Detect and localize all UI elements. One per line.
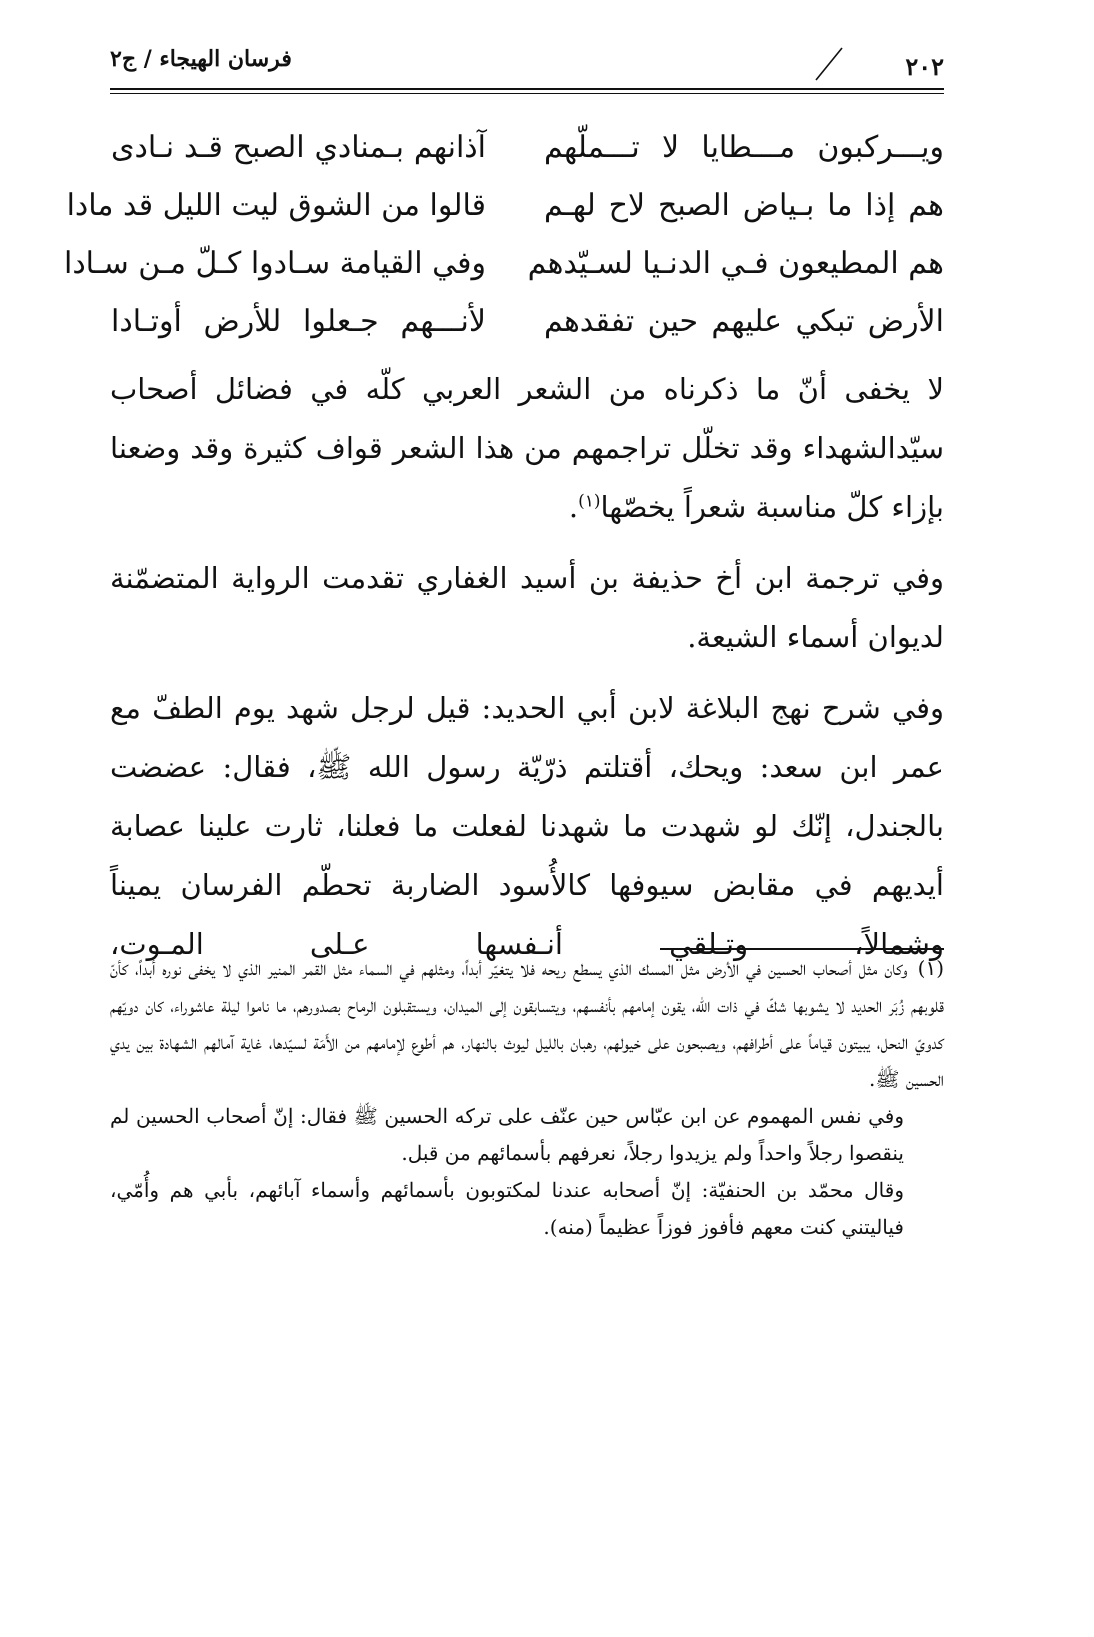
verse-second-hemistich: وفي القيامة سـادوا كـلّ مـن سـادا — [63, 246, 486, 281]
verse-second-hemistich: لأنـــهم جـعلوا للأرض أوتـادا — [111, 304, 486, 339]
footnote-marker: (١) — [917, 956, 944, 980]
verse-second-hemistich: قالوا من الشوق ليت الليل قد مادا — [66, 188, 486, 223]
poem-verse — [110, 130, 944, 188]
paragraph: وفي شرح نهج البلاغة لابن أبي الحديد: قيل لرجل شهد يوم الطفّ مع عمر ابن سعد: ويحك، أقتلتم ذرّيّة رسول الله ﷺ، فقال: عضضت بالجندل، إنّك لو شهدت ما شهدنا لفعلت ما فعلنا، ثارت علينا عصابة أيديهم في مقابض سيوفها كالأُسود الضاربة تحطّم الفرسان يميناً وشمالاً، وتـلقي أنـفسها عـلى المـوت، — [110, 691, 944, 961]
poem-verse — [63, 246, 944, 304]
footnotes — [110, 950, 944, 1246]
poem-verse — [110, 304, 944, 362]
paragraph-end: . — [568, 490, 579, 524]
footnote-paragraph: وقال محمّد بن الحنفيّة: إنّ أصحابه عندنا لمكتوبون بأسمائهم وأسماء آبائهم، بأبي هم وأُمّي، فياليتني كنت معهم فأفوز فوزاً عظيماً (منه). — [110, 1178, 904, 1239]
paragraph — [110, 360, 944, 537]
header-slash-ornament — [110, 38, 944, 88]
poem-verse — [66, 188, 944, 246]
main-text — [110, 360, 944, 986]
header-rule — [110, 88, 944, 90]
verse-first-hemistich: هم إذا ما بـياض الصبح لاح لهـم — [544, 188, 944, 223]
footnote-reference: (١) — [578, 491, 601, 512]
paragraph-text: لا يخفى أنّ ما ذكرناه من الشعر العربي كلّه في فضائل أصحاب سيّدالشهداء وقد تخلّل تراجمهم من هذا الشعر قواف كثيرة وقد وضعنا بإزاء كلّ مناسبة شعراً يخصّها — [110, 372, 944, 524]
footnote — [110, 950, 944, 1098]
page-number: ٢٠٢ — [905, 52, 944, 81]
running-title: فرسان الهيجاء / ج٢ — [110, 46, 292, 72]
footnote-paragraph: وفي نفس المهموم عن ابن عبّاس حين عنّف على تركه الحسين ﷺ فقال: إنّ أصحاب الحسين لم ينقصوا رجلاً واحداً ولم يزيدوا رجلاً، نعرفهم بأسمائهم من قبل. — [110, 1104, 904, 1165]
verse-first-hemistich: الأرض تبكي عليهم حين تفقدهم — [544, 304, 944, 339]
verse-first-hemistich: ويـــركبون مـــطايا لا تـــملّهم — [544, 130, 944, 165]
header-rule-thin — [110, 93, 944, 94]
verse-first-hemistich: هم المطيعون فـي الدنـيا لسـيّدهم — [527, 246, 944, 281]
paragraph: وفي ترجمة ابن أخ حذيفة بن أسيد الغفاري تقدمت الرواية المتضمّنة لديوان أسماء الشيعة. — [110, 561, 944, 654]
poem — [63, 130, 944, 362]
verse-second-hemistich: آذانهم بـمنادي الصبح قـد نـادى — [111, 130, 486, 165]
footnote-text: وكان مثل أصحاب الحسين في الأرض مثل المسك الذي يسطع ريحه فلا يتغيّر أبداً، ومثلهم في السماء مثل القمر المنير الذي لا يخفى نوره أبداً، كأنّ قلوبهم زُبَر الحديد لا يشوبها شكّ في ذات الله، يقون إمامهم بأنفسهم، ويتسابقون إلى الميدان، ويستقبلون الرماح بصدورهم، ما ناموا ليلة عاشوراء، كان دويّهم كدويّ النحل، يبيتون قياماً على أطرافهم، ويصبحون على خيولهم، رهبان بالليل ليوث بالنهار، هم أطوع لإمامهم من الأَمَة لسيّدها، غاية آمالهم الشهادة بين يدي الحسين ﷺ. — [110, 956, 944, 1091]
page-header — [110, 38, 944, 100]
